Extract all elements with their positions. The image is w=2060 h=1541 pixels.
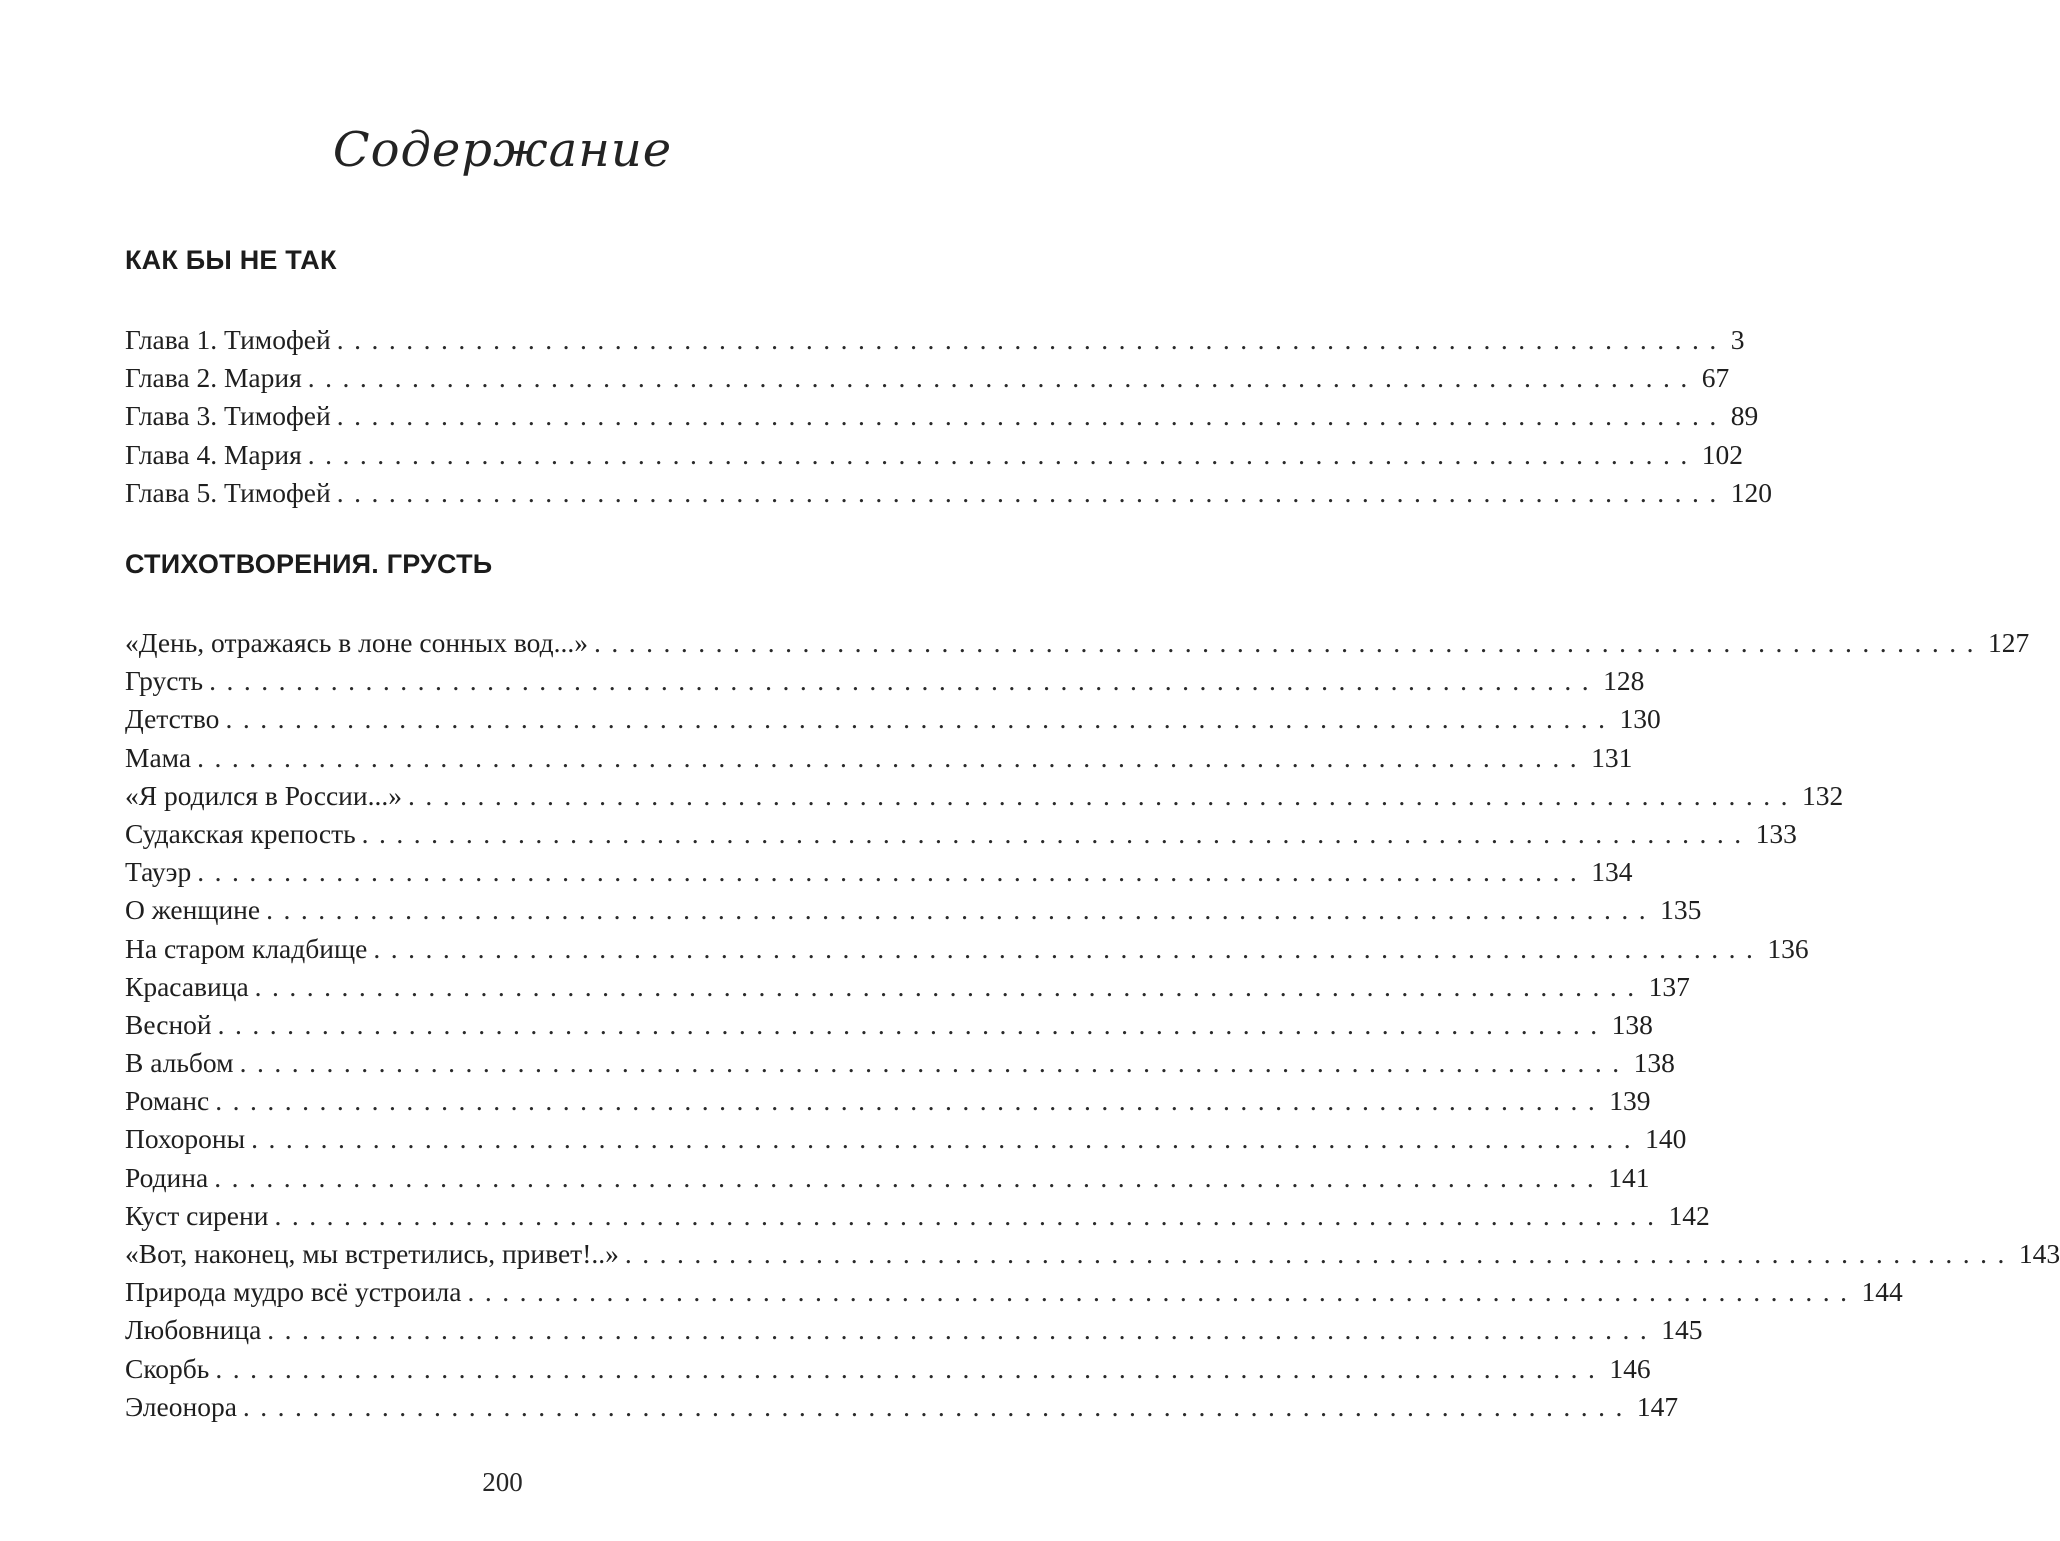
toc-entry-page: 138 xyxy=(1633,1047,1675,1079)
toc-entry xyxy=(125,662,1645,700)
toc-entry xyxy=(125,359,1730,397)
toc-entry-title: Глава 2. Мария xyxy=(125,362,302,394)
toc-entry-page: 120 xyxy=(1730,476,1772,508)
page-number: 200 xyxy=(482,1467,523,1497)
toc-entry-page: 128 xyxy=(1603,665,1645,697)
toc-entry xyxy=(125,1120,1687,1158)
toc-entry-page: 144 xyxy=(1861,1276,1903,1308)
section-heading: СТИХОТВОРЕНИЯ. ГРУСТЬ xyxy=(125,549,493,579)
dot-leader: ................................................................................ xyxy=(242,1390,1633,1422)
toc-entry-page: 142 xyxy=(1668,1199,1710,1231)
toc-entry xyxy=(125,1082,1651,1120)
toc-entry-title: Красавица xyxy=(125,970,249,1002)
dot-leader: ................................................................................ xyxy=(197,741,1588,773)
dot-leader: ................................................................................ xyxy=(467,1276,1858,1308)
dot-leader: ................................................................................ xyxy=(209,665,1600,697)
toc-entry-title: Весной xyxy=(125,1008,212,1040)
toc-entry-page: 147 xyxy=(1636,1390,1679,1422)
toc-entry-page: 143 xyxy=(2018,1238,2060,1269)
toc-entry-title: Куст сирени xyxy=(125,1199,269,1231)
toc-entry xyxy=(125,624,2030,662)
toc-entry-page: 89 xyxy=(1730,400,1759,432)
dot-leader: ................................................................................ xyxy=(225,703,1616,735)
toc-entry xyxy=(125,1273,1903,1311)
toc-list xyxy=(125,624,2060,1426)
toc-entry-page: 139 xyxy=(1609,1085,1651,1117)
dot-leader: ................................................................................ xyxy=(217,1008,1608,1040)
toc-entry-page: 140 xyxy=(1645,1123,1687,1155)
toc-entry xyxy=(125,930,1809,968)
dot-leader: ................................................................................ xyxy=(274,1199,1665,1231)
toc-entry xyxy=(125,815,1797,853)
toc-entry-title: Природа мудро всё устроила xyxy=(125,1276,462,1308)
toc-entry-title: Романс xyxy=(125,1085,210,1117)
toc-entry-page: 136 xyxy=(1767,932,1809,964)
dot-leader: ................................................................................ xyxy=(267,1314,1658,1346)
toc-entry-title: Судакская крепость xyxy=(125,817,356,849)
toc-entry xyxy=(125,777,1844,815)
toc-entry xyxy=(125,968,1690,1006)
dot-leader: ................................................................................ xyxy=(251,1123,1642,1155)
dot-leader: ................................................................................ xyxy=(624,1238,2015,1269)
toc-entry-title: Родина xyxy=(125,1161,209,1193)
toc-entry-page: 130 xyxy=(1619,703,1661,735)
dot-leader: ................................................................................ xyxy=(266,894,1657,926)
section-heading: КАК БЫ НЕ ТАК xyxy=(125,245,337,275)
toc-entry xyxy=(125,1388,1679,1426)
dot-leader: ................................................................................ xyxy=(336,400,1727,432)
toc-entry-title: В альбом xyxy=(125,1047,234,1079)
toc-entry-page: 134 xyxy=(1591,856,1633,888)
toc-entry xyxy=(125,700,1661,738)
toc-entry-page: 132 xyxy=(1801,779,1844,811)
toc-entry xyxy=(125,1311,1703,1349)
toc-entry xyxy=(125,397,1759,435)
toc-entry xyxy=(125,1197,1710,1235)
toc-entry-title: Элеонора xyxy=(125,1390,237,1422)
dot-leader: ................................................................................ xyxy=(307,438,1698,470)
toc-entry-title: Грусть xyxy=(125,665,204,697)
toc-entry-title: Любовница xyxy=(125,1314,262,1346)
toc-entry-title: Похороны xyxy=(125,1123,246,1155)
toc-entry-page: 131 xyxy=(1591,741,1633,773)
toc-list xyxy=(125,321,1772,512)
toc-entry-page: 102 xyxy=(1701,438,1743,470)
toc-entry-page: 3 xyxy=(1730,324,1745,355)
toc-entry xyxy=(125,321,1745,359)
toc-entry-page: 127 xyxy=(1987,627,2030,658)
page-title: Содержание xyxy=(332,122,673,178)
toc-entry-title: Мама xyxy=(125,741,192,773)
dot-leader: ................................................................................ xyxy=(214,1161,1605,1193)
toc-entry-page: 146 xyxy=(1609,1352,1651,1384)
toc-entry xyxy=(125,739,1633,777)
toc-entry-page: 145 xyxy=(1661,1314,1703,1346)
toc-entry-title: Детство xyxy=(125,703,220,735)
toc-entry-title: На старом кладбище xyxy=(125,932,368,964)
dot-leader: ................................................................................ xyxy=(593,627,1984,658)
toc-entry-page: 138 xyxy=(1611,1008,1653,1040)
toc-entry-title: Глава 1. Тимофей xyxy=(125,324,331,355)
dot-leader: ................................................................................ xyxy=(373,932,1764,964)
toc-entry xyxy=(125,1044,1675,1082)
toc-entry-title: Глава 3. Тимофей xyxy=(125,400,331,432)
toc-entry-page: 133 xyxy=(1755,817,1797,849)
toc-entry-title: Скорбь xyxy=(125,1352,210,1384)
toc-entry xyxy=(125,1006,1653,1044)
dot-leader: ................................................................................ xyxy=(215,1085,1606,1117)
dot-leader: ................................................................................ xyxy=(407,779,1798,811)
dot-leader: ................................................................................ xyxy=(307,362,1698,394)
toc-entry xyxy=(125,1350,1651,1388)
toc-entry-title: Тауэр xyxy=(125,856,192,888)
dot-leader: ................................................................................ xyxy=(336,324,1727,355)
toc-entry xyxy=(125,891,1702,929)
dot-leader: ................................................................................ xyxy=(197,856,1588,888)
toc-entry-page: 67 xyxy=(1701,362,1730,394)
toc-entry-title: Глава 5. Тимофей xyxy=(125,476,331,508)
toc-entry-title: «День, отражаясь в лоне сонных вод...» xyxy=(125,627,588,658)
toc-entry xyxy=(125,436,1743,474)
toc-entry-page: 137 xyxy=(1648,970,1690,1002)
toc-entry-page: 141 xyxy=(1608,1161,1650,1193)
toc-entry xyxy=(125,1235,2060,1273)
toc-entry-title: О женщине xyxy=(125,894,261,926)
toc-entry xyxy=(125,853,1633,891)
toc-entry xyxy=(125,474,1772,512)
dot-leader: ................................................................................ xyxy=(215,1352,1606,1384)
toc-entry-title: Глава 4. Мария xyxy=(125,438,302,470)
dot-leader: ................................................................................ xyxy=(254,970,1645,1002)
toc-entry-title: «Я родился в России...» xyxy=(125,779,402,811)
dot-leader: ................................................................................ xyxy=(336,476,1727,508)
dot-leader: ................................................................................ xyxy=(239,1047,1630,1079)
dot-leader: ................................................................................ xyxy=(361,817,1752,849)
toc-entry-title: «Вот, наконец, мы встретились, привет!..» xyxy=(125,1238,619,1269)
toc-entry-page: 135 xyxy=(1660,894,1702,926)
toc-entry xyxy=(125,1159,1650,1197)
